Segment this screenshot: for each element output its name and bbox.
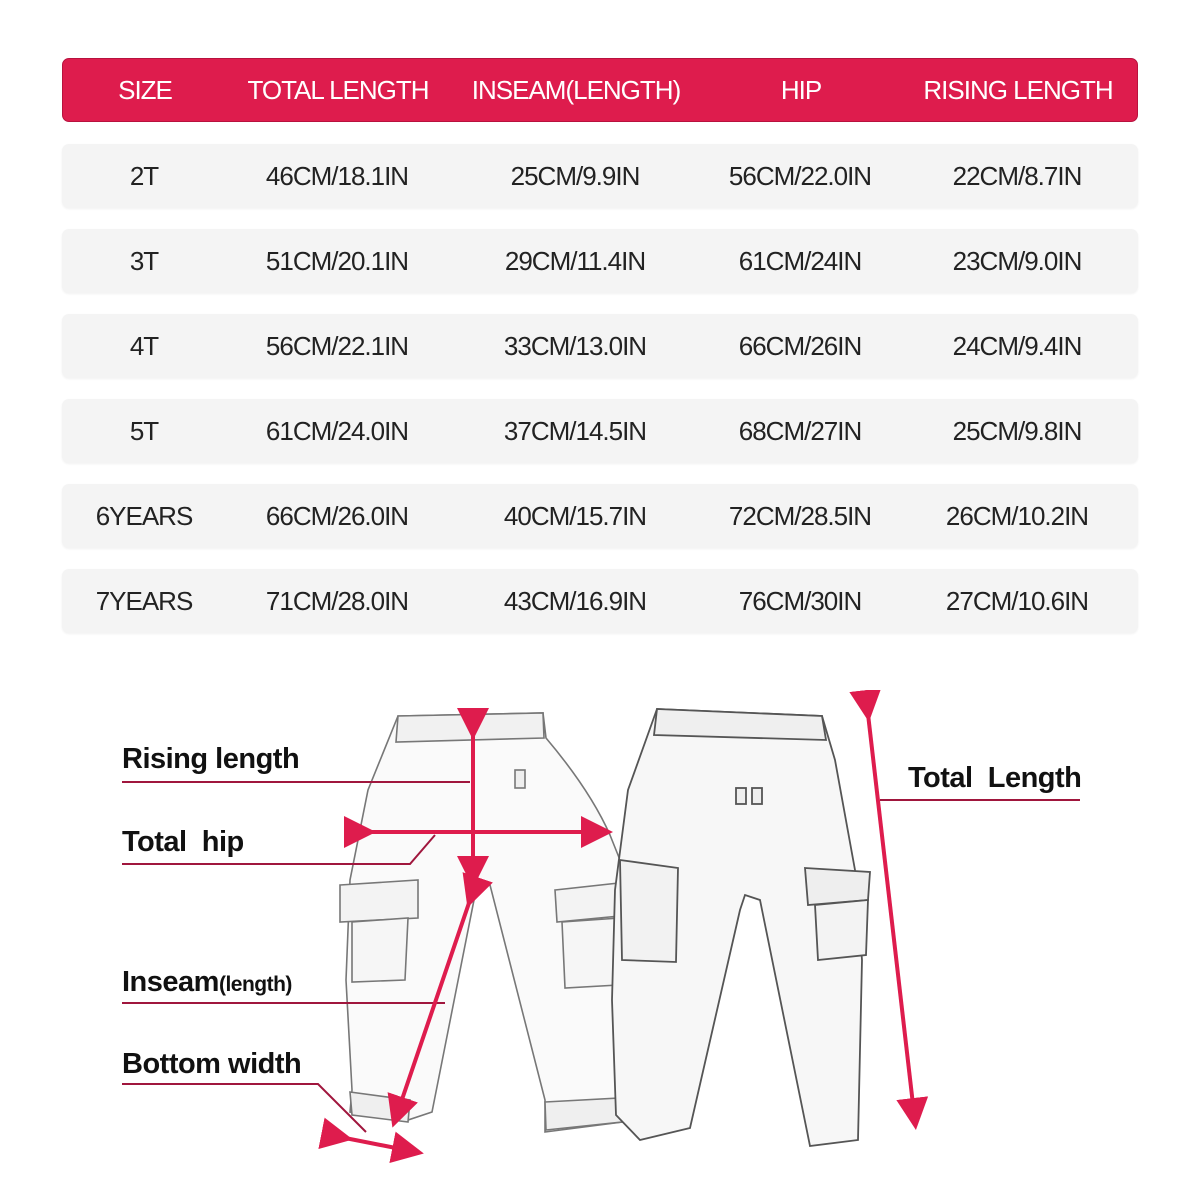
bottom-width-label: Bottom width: [122, 1048, 302, 1080]
cell-rising-length: 22CM/8.7IN: [952, 160, 1082, 191]
total-length-label: Total Length: [908, 762, 1082, 794]
cell-size: 2T: [129, 160, 159, 191]
cell-size: 5T: [129, 415, 159, 446]
cell-total-length: 56CM/22.1IN: [265, 330, 409, 361]
table-row: [62, 314, 1138, 378]
table-row: [62, 484, 1138, 548]
bottom-width-arrow: [345, 1138, 416, 1152]
header-total-length: TOTAL LENGTH: [247, 74, 429, 105]
cell-rising-length: 23CM/9.0IN: [952, 245, 1082, 276]
table-row: [62, 229, 1138, 293]
header-inseam: INSEAM(LENGTH): [471, 74, 681, 105]
cell-hip: 76CM/30IN: [738, 585, 862, 616]
table-header-row: [62, 58, 1138, 122]
rising-length-label: Rising length: [122, 743, 300, 775]
cell-inseam: 33CM/13.0IN: [503, 330, 647, 361]
cell-inseam: 29CM/11.4IN: [504, 245, 646, 276]
cell-hip: 61CM/24IN: [738, 245, 862, 276]
cell-total-length: 61CM/24.0IN: [265, 415, 409, 446]
inseam-label-suffix: (length): [218, 973, 292, 996]
header-size: SIZE: [118, 74, 172, 105]
cell-total-length: 66CM/26.0IN: [265, 500, 409, 531]
cell-hip: 66CM/26IN: [738, 330, 862, 361]
cell-rising-length: 25CM/9.8IN: [952, 415, 1082, 446]
cell-inseam: 37CM/14.5IN: [503, 415, 647, 446]
cell-rising-length: 24CM/9.4IN: [952, 330, 1082, 361]
pants-front-icon: [340, 713, 630, 1132]
measurement-diagram: [0, 690, 1200, 1200]
cell-rising-length: 27CM/10.6IN: [945, 585, 1089, 616]
cell-size: 7YEARS: [95, 585, 193, 616]
cell-total-length: 46CM/18.1IN: [265, 160, 409, 191]
cell-total-length: 51CM/20.1IN: [265, 245, 409, 276]
cell-inseam: 25CM/9.9IN: [510, 160, 640, 191]
total-hip-label: Total hip: [122, 826, 244, 858]
cell-size: 4T: [129, 330, 159, 361]
inseam-label: [122, 966, 292, 999]
header-hip: HIP: [780, 74, 822, 105]
cell-inseam: 43CM/16.9IN: [503, 585, 647, 616]
table-row: [62, 144, 1138, 208]
cell-hip: 72CM/28.5IN: [728, 500, 872, 531]
table-row: [62, 569, 1138, 633]
cell-rising-length: 26CM/10.2IN: [945, 500, 1089, 531]
cell-hip: 68CM/27IN: [738, 415, 862, 446]
cell-inseam: 40CM/15.7IN: [503, 500, 647, 531]
cell-total-length: 71CM/28.0IN: [265, 585, 409, 616]
cell-hip: 56CM/22.0IN: [728, 160, 872, 191]
table-row: [62, 399, 1138, 463]
cell-size: 3T: [129, 245, 159, 276]
cell-size: 6YEARS: [95, 500, 193, 531]
pants-back-icon: [612, 709, 870, 1146]
inseam-label-main: Inseam: [122, 966, 219, 998]
header-rising-length: RISING LENGTH: [923, 74, 1113, 105]
